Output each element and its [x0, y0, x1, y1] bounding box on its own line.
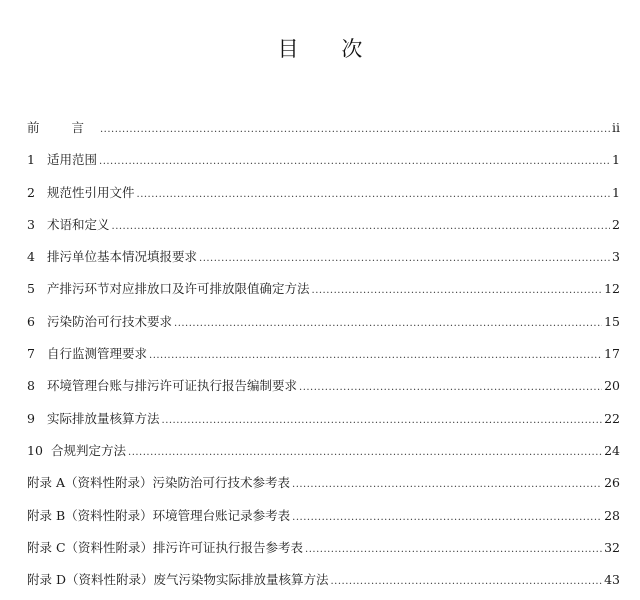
- toc-entry-number: 1: [27, 152, 35, 168]
- toc-entry-label: 规范性引用文件: [47, 184, 135, 200]
- toc-entry-label: 实际排放量核算方法: [47, 410, 160, 426]
- toc-entry-page: 28: [604, 507, 620, 523]
- table-of-contents: [27, 116, 620, 600]
- toc-leader-dots: [292, 506, 602, 530]
- toc-leader-dots: [312, 279, 603, 303]
- toc-leader-dots: [199, 247, 610, 271]
- toc-entry-label: 合规判定方法: [51, 442, 127, 458]
- toc-entry-page: 2: [612, 216, 620, 232]
- toc-leader-dots: [174, 312, 602, 336]
- toc-entry-page: 32: [604, 539, 620, 555]
- toc-entry-page: ii: [612, 120, 620, 135]
- toc-entry-label: 前 言: [27, 120, 98, 135]
- toc-entry-label: 产排污环节对应排放口及许可排放限值确定方法: [47, 281, 310, 297]
- toc-entry-page: 22: [604, 410, 620, 426]
- toc-entry-label: 排污单位基本情况填报要求: [47, 249, 198, 265]
- toc-entry-10[interactable]: [27, 439, 620, 471]
- toc-entry-appendix-a[interactable]: [27, 471, 620, 503]
- toc-entry-page: 20: [604, 378, 620, 394]
- toc-entry-number: 7: [27, 346, 35, 362]
- toc-entry-label: 术语和定义: [47, 216, 110, 232]
- toc-entry-5[interactable]: [27, 277, 620, 309]
- toc-entry-appendix-b[interactable]: [27, 504, 620, 536]
- toc-entry-number: 9: [27, 410, 35, 426]
- toc-entry-label: 附录 B（资料性附录）环境管理台账记录参考表: [27, 507, 291, 523]
- toc-entry-page: 3: [612, 249, 620, 265]
- toc-leader-dots: [331, 570, 603, 594]
- toc-entry-number: 4: [27, 249, 35, 265]
- toc-entry-page: 12: [604, 281, 620, 297]
- toc-entry-page: 24: [604, 442, 620, 458]
- toc-entry-page: 26: [604, 475, 620, 491]
- toc-entry-number: 6: [27, 313, 35, 329]
- toc-entry-foreword[interactable]: [27, 116, 620, 148]
- toc-entry-number: 5: [27, 281, 35, 297]
- toc-entry-page: 43: [604, 572, 620, 588]
- toc-entry-1[interactable]: [27, 148, 620, 180]
- toc-entry-label: 自行监测管理要求: [47, 346, 148, 362]
- toc-leader-dots: [99, 150, 610, 174]
- toc-leader-dots: [128, 441, 602, 465]
- toc-entry-label: 附录 A（资料性附录）污染防治可行技术参考表: [27, 475, 291, 491]
- toc-entry-number: 2: [27, 184, 35, 200]
- toc-entry-page: 15: [604, 313, 620, 329]
- toc-entry-label: 环境管理台账与排污许可证执行报告编制要求: [47, 378, 298, 394]
- toc-entry-label: 污染防治可行技术要求: [47, 313, 173, 329]
- toc-leader-dots: [137, 183, 610, 207]
- toc-leader-dots: [299, 376, 602, 400]
- page-title: 目 次: [277, 37, 381, 61]
- toc-entry-appendix-d[interactable]: [27, 568, 620, 600]
- toc-leader-dots: [100, 118, 610, 142]
- toc-entry-page: 1: [612, 152, 620, 168]
- toc-entry-4[interactable]: [27, 245, 620, 277]
- toc-entry-label: 附录 C（资料性附录）排污许可证执行报告参考表: [27, 539, 304, 555]
- toc-leader-dots: [305, 538, 602, 562]
- toc-leader-dots: [112, 215, 610, 239]
- toc-entry-label: 附录 D（资料性附录）废气污染物实际排放量核算方法: [27, 572, 329, 588]
- toc-entry-appendix-c[interactable]: [27, 536, 620, 568]
- toc-leader-dots: [162, 409, 603, 433]
- toc-entry-page: 1: [612, 184, 620, 200]
- toc-leader-dots: [149, 344, 602, 368]
- toc-entry-page: 17: [604, 346, 620, 362]
- toc-entry-9[interactable]: [27, 407, 620, 439]
- toc-entry-3[interactable]: [27, 213, 620, 245]
- toc-leader-dots: [292, 473, 602, 497]
- toc-entry-number: 8: [27, 378, 35, 394]
- toc-entry-label: 适用范围: [47, 152, 98, 168]
- toc-entry-2[interactable]: [27, 181, 620, 213]
- toc-entry-number: 3: [27, 216, 35, 232]
- toc-entry-number: 10: [27, 442, 43, 458]
- toc-entry-6[interactable]: [27, 310, 620, 342]
- toc-entry-8[interactable]: [27, 374, 620, 406]
- toc-entry-7[interactable]: [27, 342, 620, 374]
